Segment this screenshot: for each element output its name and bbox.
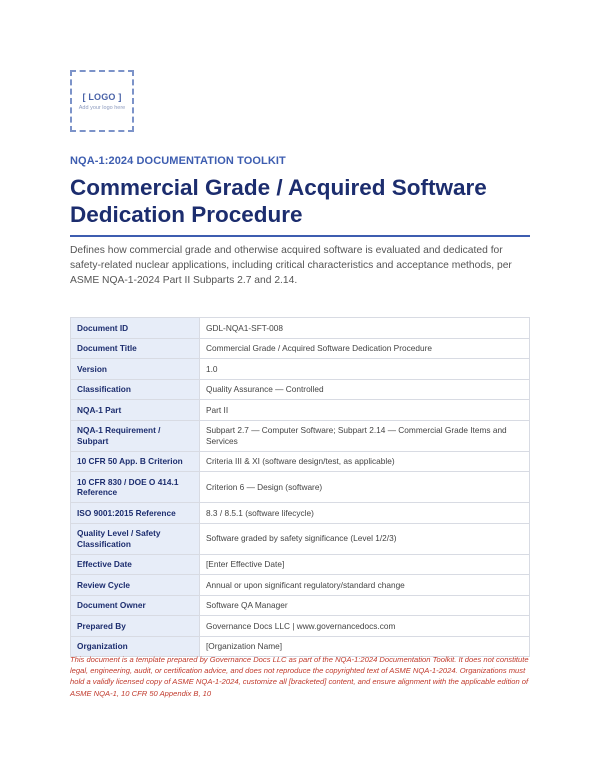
metadata-value: GDL-NQA1-SFT-008: [200, 318, 530, 339]
metadata-label: 10 CFR 830 / DOE O 414.1 Reference: [71, 472, 200, 503]
logo-placeholder[interactable]: [70, 70, 134, 132]
logo-hint: Add your logo here: [78, 104, 126, 111]
metadata-value: 1.0: [200, 359, 530, 380]
title-divider: [70, 235, 530, 237]
metadata-row: [71, 554, 530, 575]
metadata-value: 8.3 / 8.5.1 (software lifecycle): [200, 503, 530, 524]
metadata-label: Effective Date: [71, 554, 200, 575]
logo-label: [ LOGO ]: [82, 91, 122, 102]
metadata-row: [71, 318, 530, 339]
metadata-row: [71, 359, 530, 380]
metadata-value: Governance Docs LLC | www.governancedocs.com: [200, 616, 530, 637]
metadata-label: Prepared By: [71, 616, 200, 637]
metadata-label: NQA-1 Part: [71, 400, 200, 421]
metadata-label: Document Title: [71, 338, 200, 359]
metadata-row: [71, 575, 530, 596]
metadata-row: [71, 472, 530, 503]
metadata-label: Classification: [71, 379, 200, 400]
metadata-row: [71, 451, 530, 472]
metadata-label: NQA-1 Requirement / Subpart: [71, 420, 200, 451]
document-description: Defines how commercial grade and otherwise acquired software is evaluated and dedicated for safety-related nuclear applications, including critical characteristics and acceptance methods, per ASME NQA-1-2024 Part II Subparts 2.7 and 2.14.: [70, 245, 512, 286]
metadata-value: [Enter Effective Date]: [200, 554, 530, 575]
metadata-row: [71, 523, 530, 554]
metadata-value: Software QA Manager: [200, 595, 530, 616]
metadata-row: [71, 338, 530, 359]
toolkit-kicker: NQA-1:2024 DOCUMENTATION TOOLKIT: [70, 155, 286, 167]
metadata-value: Criteria III & XI (software design/test, as applicable): [200, 451, 530, 472]
metadata-label: Organization: [71, 636, 200, 657]
metadata-value: Part II: [200, 400, 530, 421]
metadata-row: [71, 616, 530, 637]
metadata-label: Document Owner: [71, 595, 200, 616]
metadata-label: Quality Level / Safety Classification: [71, 523, 200, 554]
document-title: Commercial Grade / Acquired Software Dedication Procedure: [70, 175, 487, 227]
metadata-value: [Organization Name]: [200, 636, 530, 657]
metadata-label: Version: [71, 359, 200, 380]
document-metadata-table: [70, 317, 530, 657]
metadata-value: Criterion 6 — Design (software): [200, 472, 530, 503]
metadata-row: [71, 595, 530, 616]
metadata-row: [71, 420, 530, 451]
metadata-label: 10 CFR 50 App. B Criterion: [71, 451, 200, 472]
metadata-label: Document ID: [71, 318, 200, 339]
metadata-value: Commercial Grade / Acquired Software Dedication Procedure: [200, 338, 530, 359]
metadata-label: Review Cycle: [71, 575, 200, 596]
metadata-row: [71, 400, 530, 421]
disclaimer-text: This document is a template prepared by Governance Docs LLC as part of the NQA-1:2024 Documentation Toolkit. It does not constitute legal, engineering, audit, or certification advice, and does not reproduce the copyrighted text of ASME NQA-1-2024. Organizations must hold a validly licensed copy of ASME NQA-1-2024, customize all [bracketed] content, and ensure alignment with the applicable edition of ASME NQA-1, 10 CFR 50 Appendix B, 10: [70, 655, 529, 698]
metadata-value: Quality Assurance — Controlled: [200, 379, 530, 400]
metadata-row: [71, 379, 530, 400]
metadata-value: Annual or upon significant regulatory/standard change: [200, 575, 530, 596]
metadata-value: Software graded by safety significance (Level 1/2/3): [200, 523, 530, 554]
metadata-label: ISO 9001:2015 Reference: [71, 503, 200, 524]
metadata-row: [71, 503, 530, 524]
metadata-value: Subpart 2.7 — Computer Software; Subpart 2.14 — Commercial Grade Items and Services: [200, 420, 530, 451]
